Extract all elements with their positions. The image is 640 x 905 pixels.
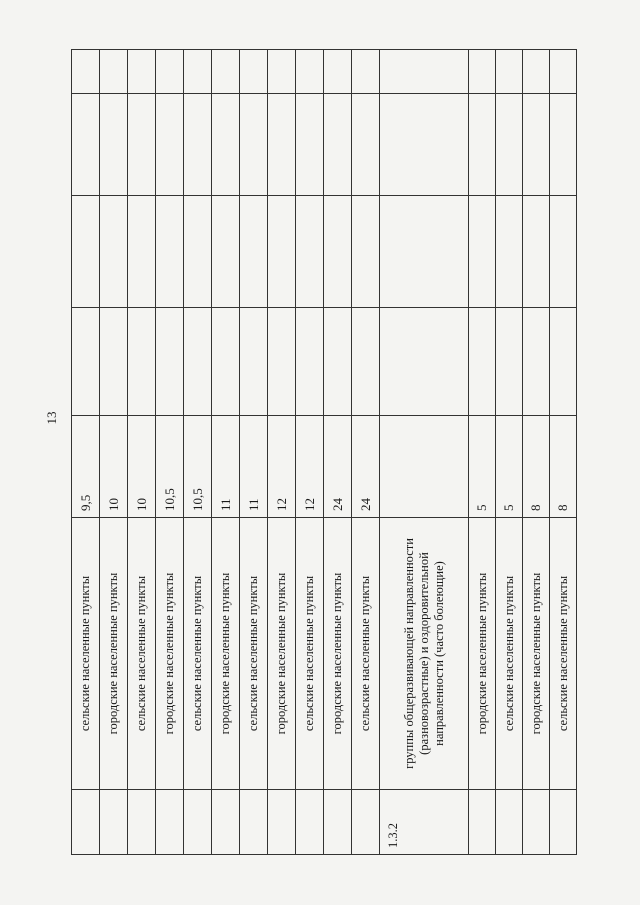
empty-cell <box>100 196 128 308</box>
table-row <box>268 50 296 855</box>
row-number-cell <box>496 790 523 855</box>
table-body <box>72 50 577 855</box>
row-value-cell: 10 <box>100 416 128 518</box>
row-value-cell <box>380 416 469 518</box>
row-name-cell: группы общеразвивающей направленности (разновозрастные) и оздоровительной направленности (часто болеющие) <box>380 518 469 790</box>
row-value-cell: 11 <box>212 416 240 518</box>
table-row <box>128 50 156 855</box>
empty-cell <box>240 196 268 308</box>
row-number-cell <box>523 790 550 855</box>
row-value-cell: 10 <box>128 416 156 518</box>
empty-cell <box>100 94 128 196</box>
row-value-cell: 10,5 <box>156 416 184 518</box>
empty-cell <box>523 196 550 308</box>
table-row <box>523 50 550 855</box>
empty-cell <box>128 50 156 94</box>
empty-cell <box>496 50 523 94</box>
row-value-cell: 12 <box>268 416 296 518</box>
empty-cell <box>496 308 523 416</box>
empty-cell <box>184 50 212 94</box>
row-value-cell: 11 <box>240 416 268 518</box>
empty-cell <box>352 308 380 416</box>
row-number-cell <box>184 790 212 855</box>
empty-cell <box>128 94 156 196</box>
empty-cell <box>352 50 380 94</box>
empty-cell <box>240 94 268 196</box>
empty-cell <box>523 94 550 196</box>
row-name-cell: сельские населенные пункты <box>352 518 380 790</box>
row-value-cell: 24 <box>352 416 380 518</box>
empty-cell <box>72 308 100 416</box>
empty-cell <box>268 94 296 196</box>
row-value-cell: 8 <box>523 416 550 518</box>
empty-cell <box>324 196 352 308</box>
row-name-cell: городские населенные пункты <box>212 518 240 790</box>
empty-cell <box>296 50 324 94</box>
empty-cell <box>550 308 577 416</box>
empty-cell <box>496 94 523 196</box>
empty-cell <box>523 50 550 94</box>
empty-cell <box>128 308 156 416</box>
empty-cell <box>268 308 296 416</box>
empty-cell <box>268 196 296 308</box>
row-number-cell <box>268 790 296 855</box>
row-number-cell <box>212 790 240 855</box>
row-number-cell <box>72 790 100 855</box>
empty-cell <box>380 196 469 308</box>
row-name-cell: городские населенные пункты <box>523 518 550 790</box>
empty-cell <box>380 308 469 416</box>
table-row <box>72 50 100 855</box>
empty-cell <box>352 196 380 308</box>
empty-cell <box>156 94 184 196</box>
page-number: 13 <box>44 411 59 425</box>
table-row <box>550 50 577 855</box>
table-row <box>296 50 324 855</box>
empty-cell <box>72 50 100 94</box>
empty-cell <box>324 50 352 94</box>
table-row <box>100 50 128 855</box>
empty-cell <box>296 196 324 308</box>
empty-cell <box>268 50 296 94</box>
row-number-cell <box>352 790 380 855</box>
row-name-cell: сельские населенные пункты <box>240 518 268 790</box>
empty-cell <box>212 94 240 196</box>
table-row <box>212 50 240 855</box>
rotated-table-container <box>71 50 570 855</box>
row-name-cell: сельские населенные пункты <box>550 518 577 790</box>
row-number-cell <box>156 790 184 855</box>
row-name-cell: городские населенные пункты <box>156 518 184 790</box>
row-name-cell: городские населенные пункты <box>100 518 128 790</box>
row-name-cell: сельские населенные пункты <box>296 518 324 790</box>
empty-cell <box>469 196 496 308</box>
table-row <box>380 50 469 855</box>
row-name-cell: сельские населенные пункты <box>72 518 100 790</box>
empty-cell <box>324 94 352 196</box>
empty-cell <box>72 94 100 196</box>
empty-cell <box>184 196 212 308</box>
empty-cell <box>156 308 184 416</box>
row-value-cell: 5 <box>469 416 496 518</box>
row-number-cell <box>128 790 156 855</box>
row-number-cell <box>324 790 352 855</box>
row-value-cell: 10,5 <box>184 416 212 518</box>
empty-cell <box>240 50 268 94</box>
table-row <box>324 50 352 855</box>
row-name-cell: городские населенные пункты <box>469 518 496 790</box>
row-number-cell <box>469 790 496 855</box>
empty-cell <box>296 308 324 416</box>
empty-cell <box>212 196 240 308</box>
row-number-cell: 1.3.2 <box>380 790 469 855</box>
empty-cell <box>523 308 550 416</box>
empty-cell <box>156 50 184 94</box>
row-number-cell <box>296 790 324 855</box>
table-row <box>496 50 523 855</box>
row-value-cell: 5 <box>496 416 523 518</box>
table-row <box>469 50 496 855</box>
row-name-cell: сельские населенные пункты <box>184 518 212 790</box>
empty-cell <box>550 94 577 196</box>
empty-cell <box>72 196 100 308</box>
table-row <box>156 50 184 855</box>
empty-cell <box>469 308 496 416</box>
empty-cell <box>212 50 240 94</box>
row-name-cell: городские населенные пункты <box>324 518 352 790</box>
empty-cell <box>380 50 469 94</box>
empty-cell <box>352 94 380 196</box>
row-name-cell: сельские населенные пункты <box>496 518 523 790</box>
empty-cell <box>212 308 240 416</box>
empty-cell <box>184 94 212 196</box>
empty-cell <box>128 196 156 308</box>
empty-cell <box>100 308 128 416</box>
table-row <box>184 50 212 855</box>
empty-cell <box>380 94 469 196</box>
row-value-cell: 12 <box>296 416 324 518</box>
empty-cell <box>296 94 324 196</box>
empty-cell <box>550 50 577 94</box>
row-name-cell: сельские населенные пункты <box>128 518 156 790</box>
empty-cell <box>184 308 212 416</box>
empty-cell <box>469 50 496 94</box>
empty-cell <box>496 196 523 308</box>
row-number-cell <box>240 790 268 855</box>
empty-cell <box>324 308 352 416</box>
row-number-cell <box>100 790 128 855</box>
row-value-cell: 8 <box>550 416 577 518</box>
empty-cell <box>469 94 496 196</box>
empty-cell <box>240 308 268 416</box>
empty-cell <box>156 196 184 308</box>
row-number-cell <box>550 790 577 855</box>
row-value-cell: 9,5 <box>72 416 100 518</box>
empty-cell <box>550 196 577 308</box>
row-name-cell: городские населенные пункты <box>268 518 296 790</box>
row-value-cell: 24 <box>324 416 352 518</box>
data-table <box>71 49 577 855</box>
empty-cell <box>100 50 128 94</box>
table-row <box>352 50 380 855</box>
table-row <box>240 50 268 855</box>
